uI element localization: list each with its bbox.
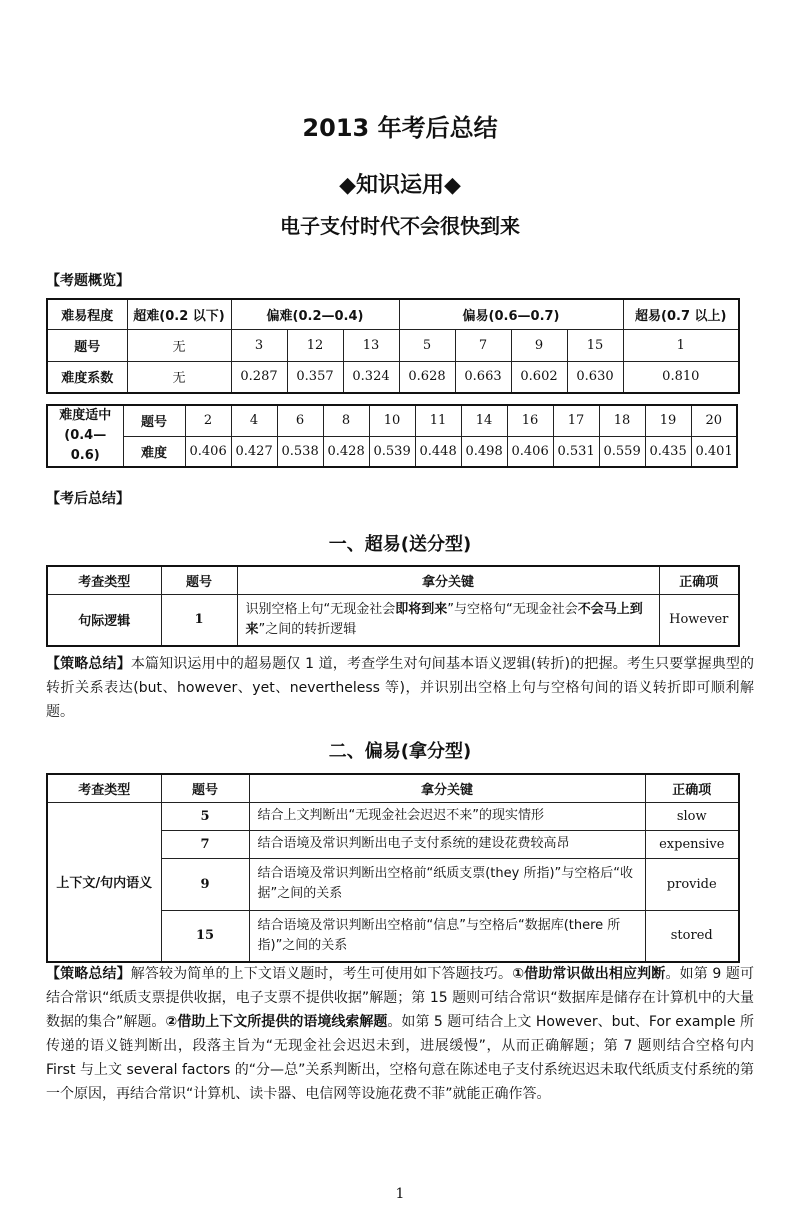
cell: 15 [567, 329, 623, 361]
question-cell: 9 [161, 858, 249, 910]
group-header: 超难(0.2 以下) [127, 299, 231, 329]
question-cell: 1 [161, 594, 237, 646]
key-cell [237, 594, 659, 646]
col-header: 题号 [161, 566, 237, 594]
col-header: 正确项 [645, 774, 739, 802]
cell: 0.602 [511, 361, 567, 393]
answer-cell: slow [645, 802, 739, 830]
cell: 0.628 [399, 361, 455, 393]
cell: 3 [231, 329, 287, 361]
table-row [47, 436, 737, 467]
cell: 7 [455, 329, 511, 361]
answer-cell: provide [645, 858, 739, 910]
page-title: 2013 年考后总结 [302, 114, 498, 142]
part1-strategy [46, 652, 754, 724]
strategy-text: 。如第 9 题可结合常识“纸质支票提供收据，电子支票不提供收据”解题；第 15 题则可结合常识“数据库是储存在计算机中的大量数据的集合”解题。 [46, 966, 755, 1030]
col-header: 考查类型 [47, 566, 161, 594]
cell: 1 [623, 329, 739, 361]
cell: 5 [399, 329, 455, 361]
group-header: 偏易(0.6—0.7) [399, 299, 623, 329]
cell: 0.539 [369, 436, 415, 467]
key-text: 识别空格上句“无现金社会 [245, 601, 396, 617]
table-row [47, 329, 739, 361]
moderate-label-line2: (0.4—0.6) [64, 428, 107, 463]
overview-label: 【考题概览】 [46, 273, 130, 289]
col-header: 拿分关键 [249, 774, 645, 802]
cell: 16 [507, 405, 553, 436]
cell: 0.559 [599, 436, 645, 467]
cell: 13 [343, 329, 399, 361]
row-label: 题号 [123, 405, 185, 436]
cell: 17 [553, 405, 599, 436]
easy-table [46, 773, 740, 963]
cell: 2 [185, 405, 231, 436]
key-cell: 结合语境及常识判断出空格前“信息”与空格后“数据库(there 所指)”之间的关系 [249, 910, 645, 962]
col-header: 题号 [161, 774, 249, 802]
key-bold: 不会马上到来 [245, 601, 643, 637]
summary-label: 【考后总结】 [46, 491, 130, 507]
moderate-label [47, 405, 123, 467]
cell: 6 [277, 405, 323, 436]
cell: 14 [461, 405, 507, 436]
part2-heading: 二、偏易(拿分型) [328, 741, 472, 762]
section-title: ◆知识运用◆ [339, 173, 461, 198]
moderate-difficulty-table [46, 404, 738, 468]
cell: 11 [415, 405, 461, 436]
part1-heading: 一、超易(送分型) [328, 534, 472, 555]
strategy-text: 解答较为简单的上下文语义题时，考生可使用如下答题技巧。 [130, 966, 513, 982]
type-cell: 上下文/句内语义 [47, 802, 161, 962]
cell: 无 [127, 329, 231, 361]
question-cell: 15 [161, 910, 249, 962]
cell: 19 [645, 405, 691, 436]
cell: 0.663 [455, 361, 511, 393]
cell: 0.810 [623, 361, 739, 393]
cell: 8 [323, 405, 369, 436]
table-row [47, 594, 739, 646]
cell: 0.630 [567, 361, 623, 393]
cell: 4 [231, 405, 277, 436]
row-label: 难易程度 [47, 299, 127, 329]
cell: 0.448 [415, 436, 461, 467]
table-row [47, 774, 739, 802]
part2-strategy [46, 962, 754, 1106]
key-bold: 即将到来 [395, 601, 448, 617]
answer-cell: expensive [645, 830, 739, 858]
strategy-text: 。如第 5 题可结合上文 However、but、For example 所传递的语义链判断出，段落主旨为“无现金社会迟迟未到，进展缓慢”，从而正确解题；第 7 题则结合空格句内 First 与上文 several factors 的“分—总”关系判断出，空格句意在陈述电子支付系统迟迟未取代纸质支付系统的第一个原因，再结合常识“计算机、读卡器、电信网等设施花费不菲”就能正确作答。 [46, 1014, 754, 1102]
cell: 0.498 [461, 436, 507, 467]
cell: 0.428 [323, 436, 369, 467]
strategy-label: 【策略总结】 [46, 966, 131, 982]
cell: 9 [511, 329, 567, 361]
table-row [47, 566, 739, 594]
answer-cell: stored [645, 910, 739, 962]
strategy-text: 本篇知识运用中的超易题仅 1 道，考查学生对句间基本语义逻辑(转折)的把握。考生只要掌握典型的转折关系表达(but、however、yet、nevertheless 等)，并识别出空格上句与空格句间的语义转折即可顺利解题。 [46, 656, 754, 720]
table-row [47, 361, 739, 393]
col-header: 拿分关键 [237, 566, 659, 594]
type-cell: 句际逻辑 [47, 594, 161, 646]
row-label: 题号 [47, 329, 127, 361]
cell: 0.427 [231, 436, 277, 467]
key-cell: 结合语境及常识判断出电子支付系统的建设花费较高昂 [249, 830, 645, 858]
key-text: ”之间的转折逻辑 [258, 621, 357, 637]
col-header: 正确项 [659, 566, 739, 594]
cell: 0.406 [185, 436, 231, 467]
article-title: 电子支付时代不会很快到来 [280, 214, 520, 238]
table-row [47, 405, 737, 436]
table-row [47, 299, 739, 329]
moderate-label-line1: 难度适中 [59, 408, 112, 423]
cell: 0.324 [343, 361, 399, 393]
answer-cell: However [659, 594, 739, 646]
row-label: 难度 [123, 436, 185, 467]
row-label: 难度系数 [47, 361, 127, 393]
table-row [47, 802, 739, 830]
cell: 12 [287, 329, 343, 361]
key-cell: 结合上文判断出“无现金社会迟迟不来”的现实情形 [249, 802, 645, 830]
cell: 0.538 [277, 436, 323, 467]
cell: 0.287 [231, 361, 287, 393]
cell: 20 [691, 405, 737, 436]
strategy-bold: ①借助常识做出相应判断 [512, 966, 666, 982]
page-number: 1 [395, 1186, 405, 1202]
difficulty-overview-table [46, 298, 740, 394]
group-header: 偏难(0.2—0.4) [231, 299, 399, 329]
cell: 0.406 [507, 436, 553, 467]
strategy-label: 【策略总结】 [46, 656, 131, 672]
cell: 0.531 [553, 436, 599, 467]
super-easy-table [46, 565, 740, 647]
cell: 0.435 [645, 436, 691, 467]
cell: 0.357 [287, 361, 343, 393]
col-header: 考查类型 [47, 774, 161, 802]
cell: 0.401 [691, 436, 737, 467]
key-text: ”与空格句“无现金社会 [447, 601, 578, 617]
key-cell: 结合语境及常识判断出空格前“纸质支票(they 所指)”与空格后“收据”之间的关系 [249, 858, 645, 910]
question-cell: 7 [161, 830, 249, 858]
cell: 10 [369, 405, 415, 436]
strategy-bold: ②借助上下文所提供的语境线索解题 [165, 1014, 388, 1030]
cell: 18 [599, 405, 645, 436]
cell: 无 [127, 361, 231, 393]
question-cell: 5 [161, 802, 249, 830]
group-header: 超易(0.7 以上) [623, 299, 739, 329]
